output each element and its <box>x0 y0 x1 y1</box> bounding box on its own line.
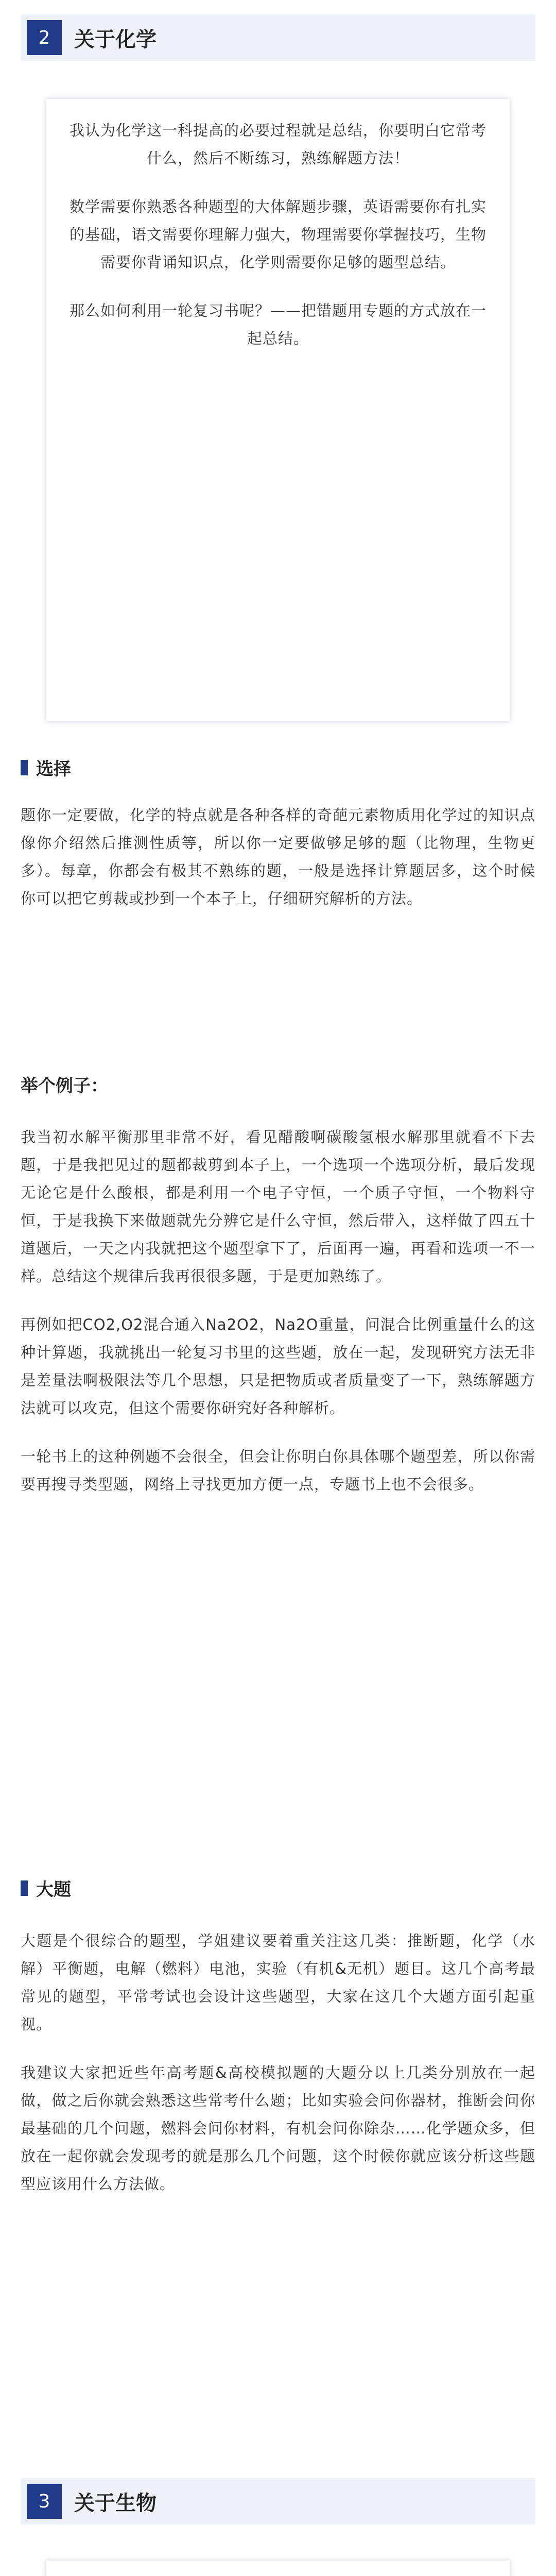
choice-section-text <box>21 801 535 912</box>
section-number-badge: 2 <box>27 20 62 55</box>
section-number-badge: 3 <box>27 2484 62 2519</box>
subheading-label: 大题 <box>36 1879 71 1900</box>
paragraph: 我建议大家把近些年高考题&高校模拟题的大题分以上几类分别放在一起做，做之后你就会熟悉这些常考什么题；比如实验会问你器材，推断会问你最基础的几个问题，燃料会问你材料，有机会问你除杂……化学题众多，但放在一起你就会发现考的就是那么几个问题，这个时候你就应该分析这些题型应该用什么方法做。 <box>21 2064 535 2193</box>
example-heading: 举个例子： <box>21 1076 108 1096</box>
paragraph: 大题是个很综合的题型，学姐建议要着重关注这几类：推断题，化学（水解）平衡题，电解（燃料）电池，实验（有机&无机）题目。这几个高考最常见的题型，平常考试也会设计这些题型，大家在这几个大题方面引起重视。 <box>21 1932 535 2033</box>
section-title: 关于生物 <box>74 2491 157 2515</box>
paragraph: 再例如把CO2,O2混合通入Na2O2，Na2O重量，问混合比例重量什么的这种计算题，我就挑出一轮复习书里的这些题，放在一起，发现研究方法无非是差量法啊极限法等几个思想，只是把物质或者质量变了一下，熟练解题方法就可以攻克，但这个需要你研究好各种解析。 <box>21 1316 535 1417</box>
paragraph: 我当初水解平衡那里非常不好，看见醋酸啊碳酸氢根水解那里就看不下去题，于是我把见过的题都裁剪到本子上，一个选项一个选项分析，最后发现无论它是什么酸根，都是利用一个电子守恒，一个质子守恒，一个物料守恒，于是我换下来做题就先分辨它是什么守恒，然后带入，这样做了四五十道题后，一天之内我就把这个题型拿下了，后面再一遍，再看和选项一不一样。总结这个规律后我再很很多题，于是更加熟练了。 <box>21 1128 535 1285</box>
paragraph: 数学需要你熟悉各种题型的大体解题步骤，英语需要你有扎实的基础，语文需要你理解力强大，物理需要你掌握技巧，生物需要你背诵知识点，化学则需要你足够的题型总结。 <box>69 198 486 271</box>
paragraph: 题你一定要做，化学的特点就是各种各样的奇葩元素物质用化学过的知识点像你介绍然后推测性质等，所以你一定要做够足够的题（比物理，生物更多）。每章，你都会有极其不熟练的题，一般是选择计算题居多，这个时候你可以把它剪裁或抄到一个本子上，仔细研究解析的方法。 <box>21 806 535 907</box>
paragraph: 一轮书上的这种例题不会很全，但会让你明白你具体哪个题型差，所以你需要再搜寻类型题，网络上寻找更加方便一点，专题书上也不会很多。 <box>21 1448 535 1493</box>
heading-marker-icon <box>21 1880 28 1896</box>
example-text <box>21 1123 535 1498</box>
paragraph: 我认为化学这一科提高的必要过程就是总结，你要明白它常考什么，然后不断练习，熟练解题方法！ <box>69 122 486 167</box>
heading-marker-icon <box>21 760 28 775</box>
subheading-label: 选择 <box>36 759 71 779</box>
paragraph: 那么如何利用一轮复习书呢？——把错题用专题的方式放在一起总结。 <box>69 302 486 347</box>
chemistry-intro-card <box>46 99 510 721</box>
big-questions-text <box>21 1927 535 2198</box>
section-header-chemistry <box>21 14 535 61</box>
section-header-biology <box>21 2478 535 2524</box>
biology-intro-card <box>46 2561 510 2576</box>
section-title: 关于化学 <box>74 27 157 52</box>
subheading-choice <box>21 755 71 780</box>
subheading-big-questions <box>21 1875 71 1901</box>
